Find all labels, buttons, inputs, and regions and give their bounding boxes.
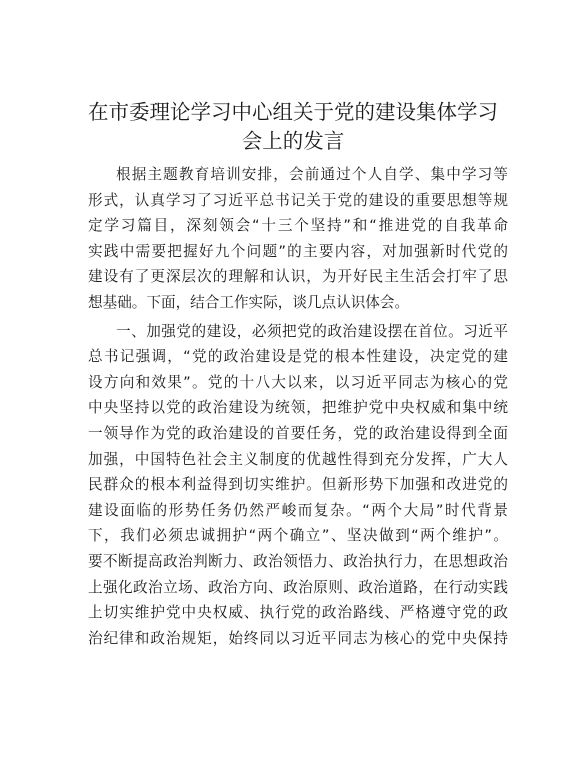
text-line: 一、加强党的建设，必须把党的政治建设摆在首位。习近平 [116, 322, 508, 340]
text-line: 民群众的根本利益得到切实维护。但新形势下加强和改进党的 [88, 476, 508, 494]
text-line: 加强，中国特色社会主义制度的优越性得到充分发挥，广大人 [88, 450, 508, 468]
text-line: 下，我们必须忠诚拥护“两个确立”、坚决做到“两个维护”。 [88, 527, 508, 545]
paragraph-1 [88, 162, 508, 316]
document-title [60, 98, 526, 156]
text-line: 形式，认真学习了习近平总书记关于党的建设的重要思想等规 [88, 191, 508, 209]
document-body [88, 162, 508, 651]
text-line: 上强化政治立场、政治方向、政治原则、政治道路，在行动实践 [88, 578, 508, 596]
text-line: 建设有了更深层次的理解和认识，为开好民主生活会打牢了思 [88, 268, 508, 286]
text-line: 要不断提高政治判断力、政治领悟力、政治执行力，在思想政治 [88, 552, 508, 570]
text-line: 实践中需要把握好九个问题”的主要内容，对加强新时代党的 [88, 242, 508, 260]
text-line: 根据主题教育培训安排，会前通过个人自学、集中学习等 [116, 166, 508, 183]
title-line-2: 会上的发言 [241, 129, 345, 153]
text-line: 中央坚持以党的政治建设为统领，把维护党中央权威和集中统 [88, 399, 508, 417]
text-line: 定学习篇目，深刻领会“十三个坚持”和“推进党的自我革命 [88, 217, 508, 235]
title-line-1: 在市委理论学习中心组关于党的建设集体学习 [88, 100, 498, 124]
text-line: 设方向和效果”。党的十八大以来，以习近平同志为核心的党 [88, 373, 508, 391]
text-line: 一领导作为党的政治建设的首要任务，党的政治建设得到全面 [88, 424, 508, 442]
text-line: 想基础。下面，结合工作实际，谈几点认识体会。 [88, 293, 410, 311]
paragraph-2 [88, 319, 508, 652]
text-line: 总书记强调，“党的政治建设是党的根本性建设，决定党的建 [88, 348, 508, 366]
text-line: 上切实维护党中央权威、执行党的政治路线、严格遵守党的政 [88, 604, 508, 622]
text-line: 治纪律和政治规矩，始终同以习近平同志为核心的党中央保持 [88, 629, 508, 647]
text-line: 建设面临的形势任务仍然严峻而复杂。“两个大局”时代背景 [88, 501, 508, 519]
